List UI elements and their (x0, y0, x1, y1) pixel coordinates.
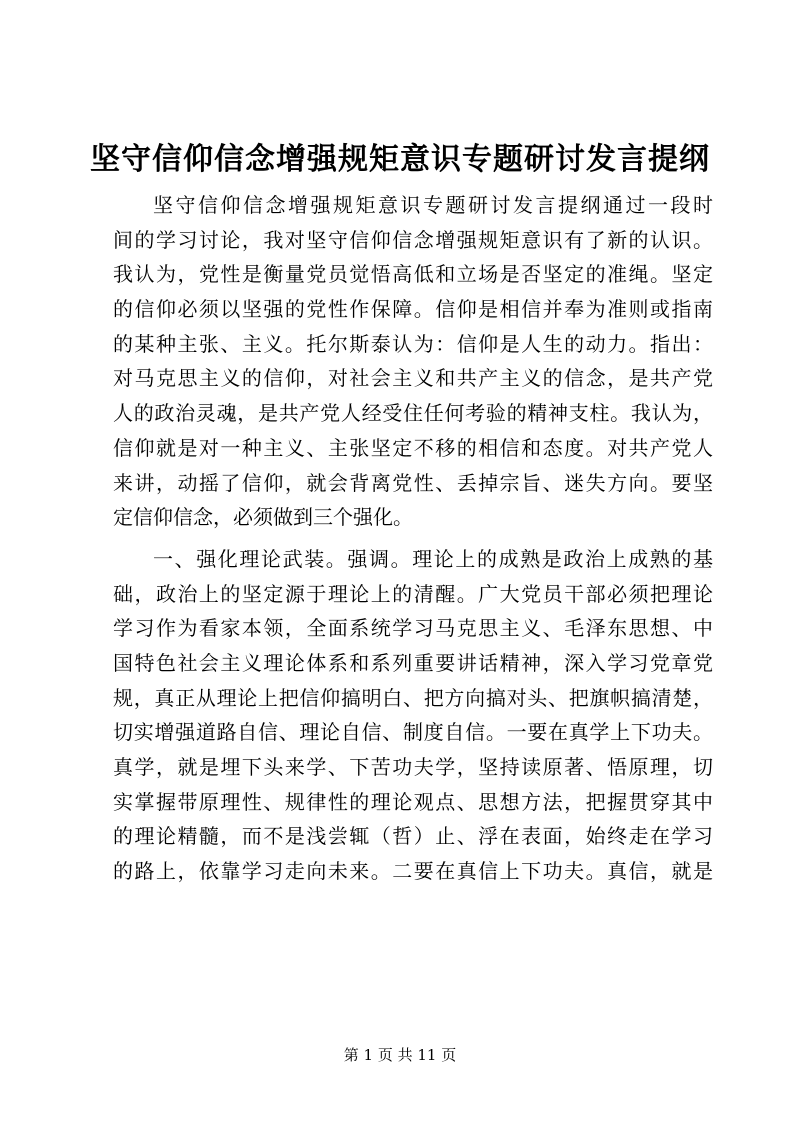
paragraph-1-line-8: 信仰就是对一种主义、主张坚定不移的相信和态度。对共产党人 (113, 435, 713, 460)
paragraph-2-line-4: 国特色社会主义理论体系和系列重要讲话精神，深入学习党章党 (113, 650, 713, 675)
paragraph-2-line-1: 一、强化理论武装。强调。理论上的成熟是政治上成熟的基 (153, 546, 713, 571)
paragraph-1-line-10: 定信仰信念，必须做到三个强化。 (113, 505, 413, 530)
paragraph-1-line-5: 的某种主张、主义。托尔斯泰认为：信仰是人生的动力。指出： (113, 331, 713, 356)
paragraph-2-line-9: 的理论精髓，而不是浅尝辄（哲）止、浮在表面，始终走在学习 (113, 824, 713, 849)
page-number-footer: 第 1 页 共 11 页 (343, 1046, 457, 1064)
paragraph-2-line-6: 切实增强道路自信、理论自信、制度自信。一要在真学上下功夫。 (113, 720, 713, 745)
paragraph-2-line-10: 的路上，依靠学习走向未来。二要在真信上下功夫。真信，就是 (113, 859, 713, 884)
paragraph-2-line-5: 规，真正从理论上把信仰搞明白、把方向搞对头、把旗帜搞清楚， (113, 685, 713, 710)
paragraph-2-line-7: 真学，就是埋下头来学、下苦功夫学，坚持读原著、悟原理，切 (113, 755, 713, 779)
paragraph-1-line-2: 间的学习讨论，我对坚守信仰信念增强规矩意识有了新的认识。 (113, 227, 713, 252)
paragraph-1-line-9: 来讲，动摇了信仰，就会背离党性、丢掉宗旨、迷失方向。要坚 (113, 470, 713, 495)
paragraph-spacer (113, 535, 713, 542)
paragraph-1-line-7: 人的政治灵魂，是共产党人经受住任何考验的精神支柱。我认为， (113, 401, 713, 426)
paragraph-1-line-3: 我认为，党性是衡量党员觉悟高低和立场是否坚定的准绳。坚定 (113, 262, 713, 287)
paragraph-2-line-8: 实掌握带原理性、规律性的理论观点、思想方法，把握贯穿其中 (113, 789, 713, 814)
paragraph-2-line-3: 学习作为看家本领，全面系统学习马克思主义、毛泽东思想、中 (113, 616, 713, 641)
paragraph-1-line-6: 对马克思主义的信仰，对社会主义和共产主义的信念，是共产党 (113, 366, 713, 391)
document-body (113, 188, 713, 889)
document-title: 坚守信仰信念增强规矩意识专题研讨发言提纲 (90, 142, 710, 177)
paragraph-2-line-2: 础，政治上的坚定源于理论上的清醒。广大党员干部必须把理论 (113, 581, 713, 606)
paragraph-1-line-4: 的信仰必须以坚强的党性作保障。信仰是相信并奉为准则或指南 (113, 297, 713, 322)
paragraph-1-line-1: 坚守信仰信念增强规矩意识专题研讨发言提纲通过一段时 (153, 193, 713, 217)
